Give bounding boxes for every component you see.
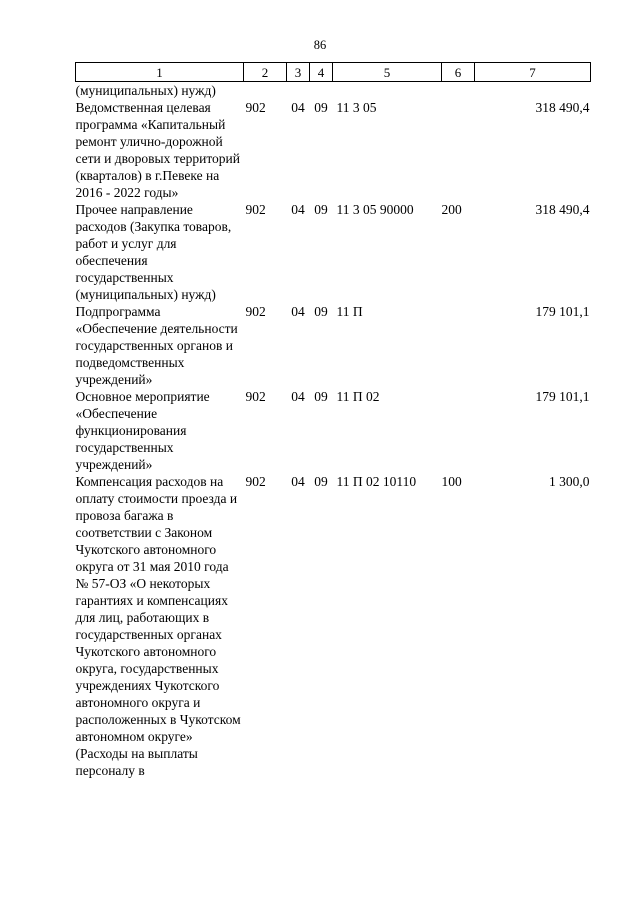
budget-table [75, 62, 591, 779]
row-expense-type [442, 303, 475, 388]
row-subsection: 09 [314, 389, 328, 404]
row-target-article: 11 3 05 90000 [336, 202, 414, 217]
row-section: 04 [291, 304, 305, 319]
row-target-article: 11 П 02 [336, 389, 380, 404]
row-section: 04 [291, 100, 305, 115]
header-col-6: 6 [442, 63, 475, 82]
row-expense-type [442, 388, 475, 473]
row-admin-code [244, 82, 287, 100]
header-col-1: 1 [76, 63, 244, 82]
row-admin-code: 902 [245, 100, 266, 115]
table-row [76, 82, 591, 100]
row-section: 04 [291, 389, 305, 404]
row-amount: 318 490,4 [535, 100, 590, 115]
row-subsection: 09 [314, 474, 328, 489]
row-name: Основное мероприятие «Обеспечение функционирования государственных учреждений» [75, 389, 210, 472]
row-subsection: 09 [314, 100, 328, 115]
header-col-4: 4 [310, 63, 333, 82]
row-section: 04 [291, 202, 305, 217]
row-expense-type: 100 [441, 474, 462, 489]
row-target-article [333, 82, 442, 100]
page-number: 86 [313, 38, 327, 52]
row-expense-type [442, 82, 475, 100]
row-name: Прочее направление расходов (Закупка товаров, работ и услуг для обеспечения государственных (муниципальных) нужд) [75, 202, 232, 302]
row-section: 04 [291, 474, 305, 489]
row-admin-code: 902 [245, 304, 266, 319]
row-section [287, 82, 310, 100]
table-row [76, 99, 591, 201]
row-name: Компенсация расходов на оплату стоимости проезда и провоза багажа в соответствии с Законом Чукотского автономного округа от 31 мая 2010 года № 57-ОЗ «О некоторых гарантиях и компенсациях для лиц, работающих в государственных органах Чукотского автономного округа, государственных учреждениях Чукотского автономного округа и расположенных в Чукотском автономном округе» (Расходы на выплаты персоналу в [75, 474, 241, 778]
table-row [76, 388, 591, 473]
row-target-article: 11 3 05 [336, 100, 377, 115]
table-body [76, 82, 591, 780]
header-col-3: 3 [287, 63, 310, 82]
row-target-article: 11 П [336, 304, 363, 319]
row-admin-code: 902 [245, 389, 266, 404]
row-admin-code: 902 [245, 202, 266, 217]
row-amount [475, 82, 591, 100]
row-target-article: 11 П 02 10110 [336, 474, 417, 489]
table-row [76, 303, 591, 388]
row-expense-type [442, 99, 475, 201]
header-col-7: 7 [475, 63, 591, 82]
row-name: Подпрограмма «Обеспечение деятельности государственных органов и подведомственных учреждений» [75, 304, 238, 387]
row-expense-type: 200 [441, 202, 462, 217]
row-subsection [310, 82, 333, 100]
table-header [76, 63, 591, 82]
row-amount: 1 300,0 [549, 474, 590, 489]
row-amount: 318 490,4 [535, 202, 590, 217]
header-row [76, 63, 591, 82]
row-name: Ведомственная целевая программа «Капитальный ремонт улично-дорожной сети и дворовых территорий (кварталов) в г.Певеке на 2016 - 2022 годы» [75, 100, 241, 200]
row-subsection: 09 [314, 202, 328, 217]
table-row [76, 201, 591, 303]
row-name: (муниципальных) нужд) [75, 83, 216, 98]
header-col-2: 2 [244, 63, 287, 82]
row-amount: 179 101,1 [535, 389, 590, 404]
row-admin-code: 902 [245, 474, 266, 489]
table-row [76, 473, 591, 779]
row-subsection: 09 [314, 304, 328, 319]
header-col-5: 5 [333, 63, 442, 82]
row-amount: 179 101,1 [535, 304, 590, 319]
